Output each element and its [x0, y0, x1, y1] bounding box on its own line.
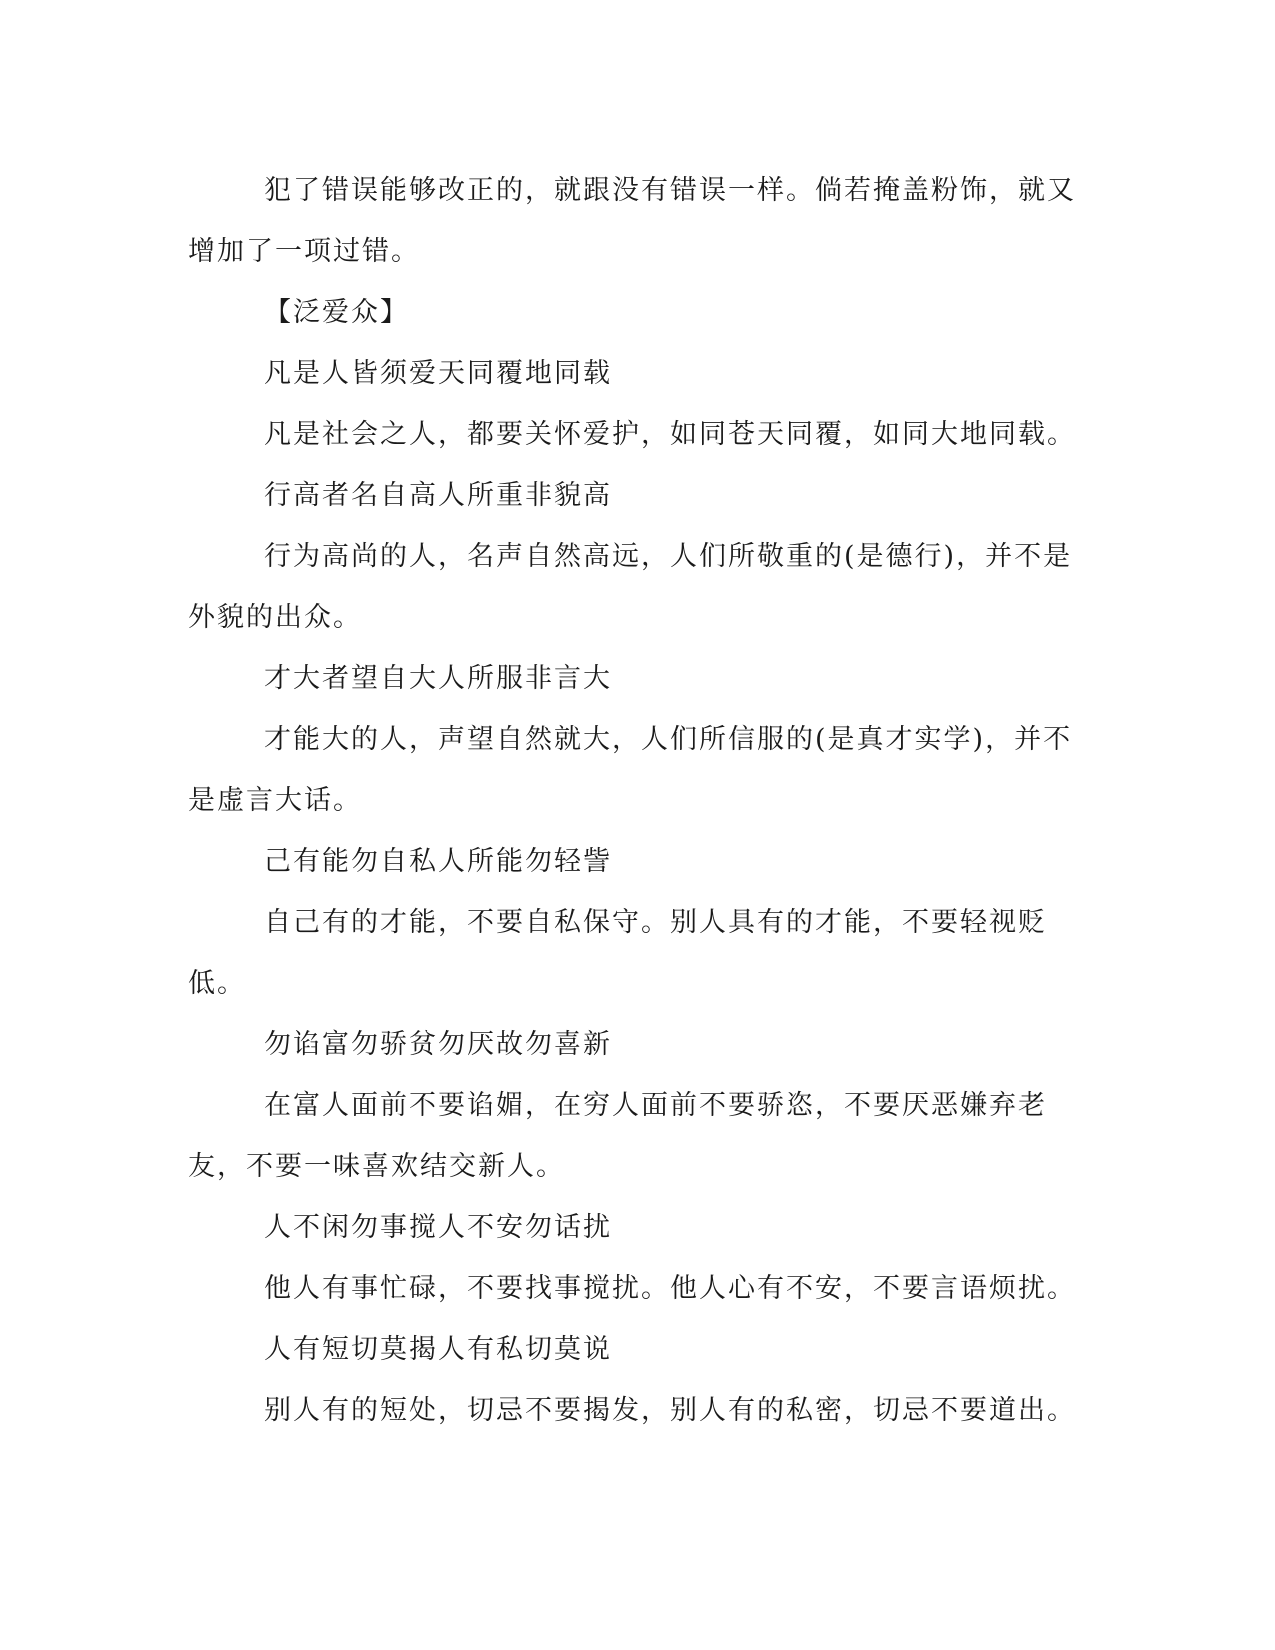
verse-explanation: 在富人面前不要谄媚，在穷人面前不要骄恣，不要厌恶嫌弃老友，不要一味喜欢结交新人。	[188, 1090, 1047, 1182]
verse-explanation: 行为高尚的人，名声自然高远，人们所敬重的(是德行)，并不是外貌的出众。	[188, 541, 1073, 633]
verse-line: 人有短切莫揭人有私切莫说	[264, 1334, 612, 1365]
verse-line: 勿谄富勿骄贫勿厌故勿喜新	[264, 1029, 612, 1060]
verse-explanation: 才能大的人，声望自然就大，人们所信服的(是真才实学)，并不是虚言大话。	[188, 724, 1073, 816]
verse-line: 己有能勿自私人所能勿轻訾	[264, 846, 612, 877]
verse-explanation: 自己有的才能，不要自私保守。别人具有的才能，不要轻视贬低。	[188, 907, 1047, 999]
verse-explanation: 凡是社会之人，都要关怀爱护，如同苍天同覆，如同大地同载。	[264, 419, 1076, 450]
verse-line: 人不闲勿事搅人不安勿话扰	[264, 1212, 612, 1243]
verse-line: 行高者名自高人所重非貌高	[264, 480, 612, 511]
verse-line: 凡是人皆须爱天同覆地同载	[264, 358, 612, 389]
document-body	[188, 160, 1088, 1441]
paragraph-correcting-mistakes: 犯了错误能够改正的，就跟没有错误一样。倘若掩盖粉饰，就又增加了一项过错。	[188, 175, 1076, 267]
verse-explanation: 别人有的短处，切忌不要揭发，别人有的私密，切忌不要道出。	[264, 1395, 1076, 1426]
verse-line: 才大者望自大人所服非言大	[264, 663, 612, 694]
section-heading-fan-ai-zhong: 【泛爱众】	[264, 297, 409, 328]
verse-explanation: 他人有事忙碌，不要找事搅扰。他人心有不安，不要言语烦扰。	[264, 1273, 1076, 1304]
